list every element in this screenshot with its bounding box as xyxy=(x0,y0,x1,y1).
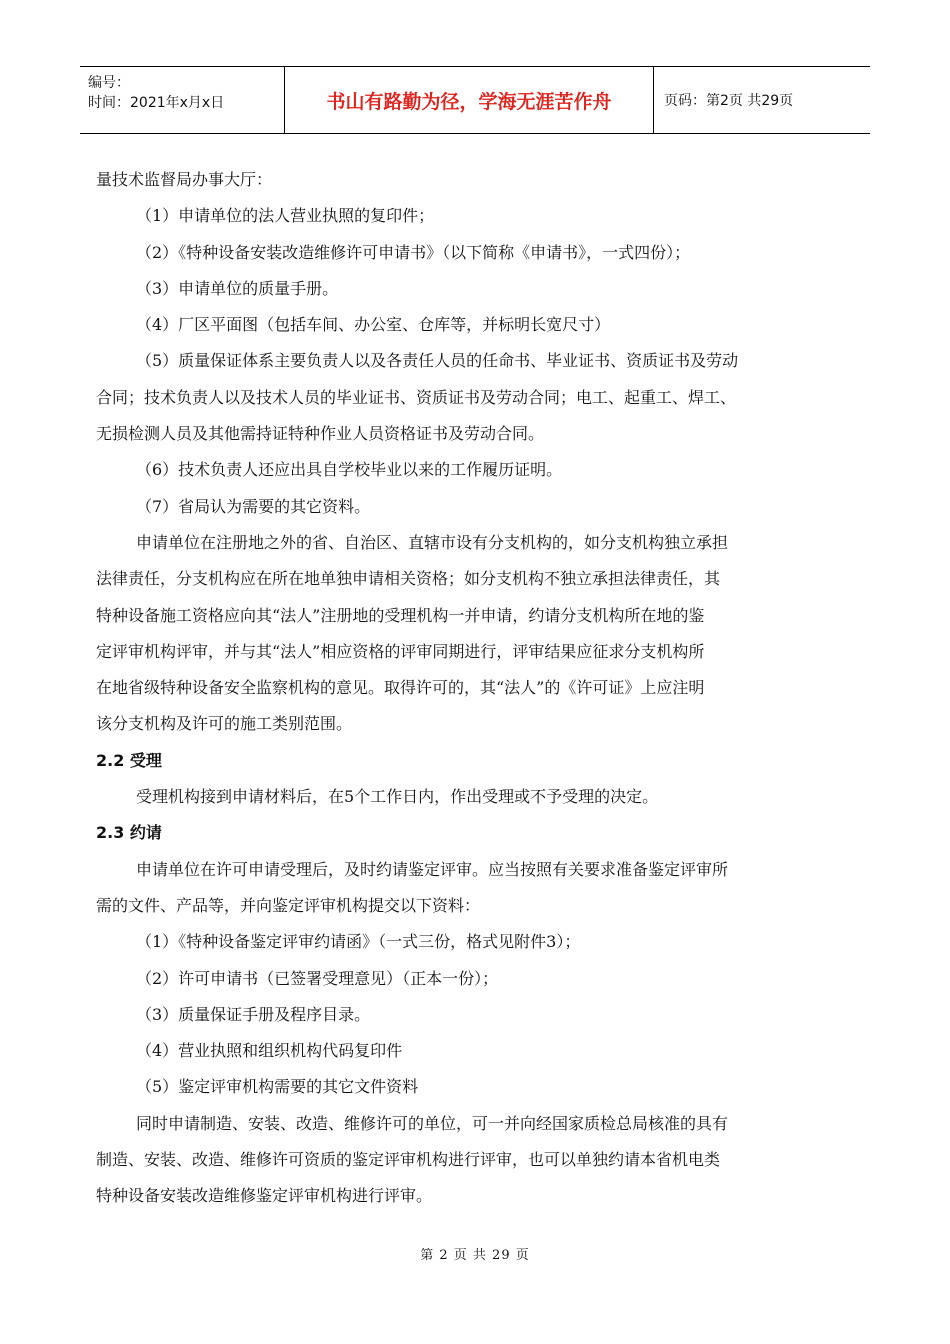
header-slogan: 书山有路勤为径，学海无涯苦作舟 xyxy=(285,67,654,133)
header-meta xyxy=(80,67,285,133)
page-header xyxy=(80,66,870,134)
paragraph-start: 受理机构接到申请材料后，在5个工作日内，作出受理或不予受理的决定。 xyxy=(136,787,659,807)
document-body xyxy=(96,162,870,1215)
paragraph-start: 申请单位在注册地之外的省、自治区、直辖市设有分支机构的，如分支机构独立承担 xyxy=(136,532,729,552)
page-footer: 第 2 页 共 29 页 xyxy=(420,1248,530,1263)
text-line: 需的文件、产品等，并向鉴定评审机构提交以下资料： xyxy=(96,895,481,915)
text-line: 合同；技术负责人以及技术人员的毕业证书、资质证书及劳动合同；电工、起重工、焊工、 xyxy=(96,387,737,407)
text-line: 制造、安装、改造、维修许可资质的鉴定评审机构进行评审，也可以单独约请本省机电类 xyxy=(96,1150,721,1170)
paragraph-start: 同时申请制造、安装、改造、维修许可的单位，可一并向经国家质检总局核准的具有 xyxy=(136,1113,729,1133)
list-item: （5）质量保证体系主要负责人以及各责任人员的任命书、毕业证书、资质证书及劳动 xyxy=(136,351,739,371)
text-line: 量技术监督局办事大厅： xyxy=(96,170,273,189)
text-line: 在地省级特种设备安全监察机构的意见。取得许可的，其“法人”的《许可证》上应注明 xyxy=(96,678,705,698)
list-item: （6）技术负责人还应出具自学校毕业以来的工作履历证明。 xyxy=(136,460,563,480)
text-line: 法律责任，分支机构应在所在地单独申请相关资格；如分支机构不独立承担法律责任，其 xyxy=(96,569,721,589)
text-line: 该分支机构及许可的施工类别范围。 xyxy=(96,714,353,734)
list-item: （1）申请单位的法人营业执照的复印件； xyxy=(136,206,435,226)
text-line: 特种设备施工资格应向其“法人”注册地的受理机构一并申请，约请分支机构所在地的鉴 xyxy=(96,605,705,625)
list-item: （2）《特种设备安装改造维修许可申请书》（以下简称《申请书》，一式四份）； xyxy=(136,242,691,262)
date-label: 时间：2021年x月x日 xyxy=(88,95,225,111)
list-item: （7）省局认为需要的其它资料。 xyxy=(136,496,371,516)
text-line: 特种设备安装改造维修鉴定评审机构进行评审。 xyxy=(96,1186,433,1206)
header-page-info: 页码：第2页 共29页 xyxy=(664,93,794,109)
list-item: （2）许可申请书（已签署受理意见）（正本一份）； xyxy=(136,968,499,988)
list-item: （5）鉴定评审机构需要的其它文件资料 xyxy=(136,1077,419,1097)
list-item: （1）《特种设备鉴定评审约请函》（一式三份，格式见附件3）； xyxy=(136,932,581,952)
text-line: 无损检测人员及其他需持证特种作业人员资格证书及劳动合同。 xyxy=(96,424,545,444)
text-line: 定评审机构评审，并与其“法人”相应资格的评审同期进行，评审结果应征求分支机构所 xyxy=(96,641,705,661)
number-label: 编号： xyxy=(88,75,130,91)
section-heading: 2.2 受理 xyxy=(96,750,162,770)
list-item: （3）质量保证手册及程序目录。 xyxy=(136,1004,371,1024)
list-item: （3）申请单位的质量手册。 xyxy=(136,278,339,298)
list-item: （4）厂区平面图（包括车间、办公室、仓库等，并标明长宽尺寸） xyxy=(136,315,611,335)
list-item: （4）营业执照和组织机构代码复印件 xyxy=(136,1041,403,1061)
paragraph-start: 申请单位在许可申请受理后，及时约请鉴定评审。应当按照有关要求准备鉴定评审所 xyxy=(136,859,729,879)
section-heading: 2.3 约请 xyxy=(96,823,162,843)
